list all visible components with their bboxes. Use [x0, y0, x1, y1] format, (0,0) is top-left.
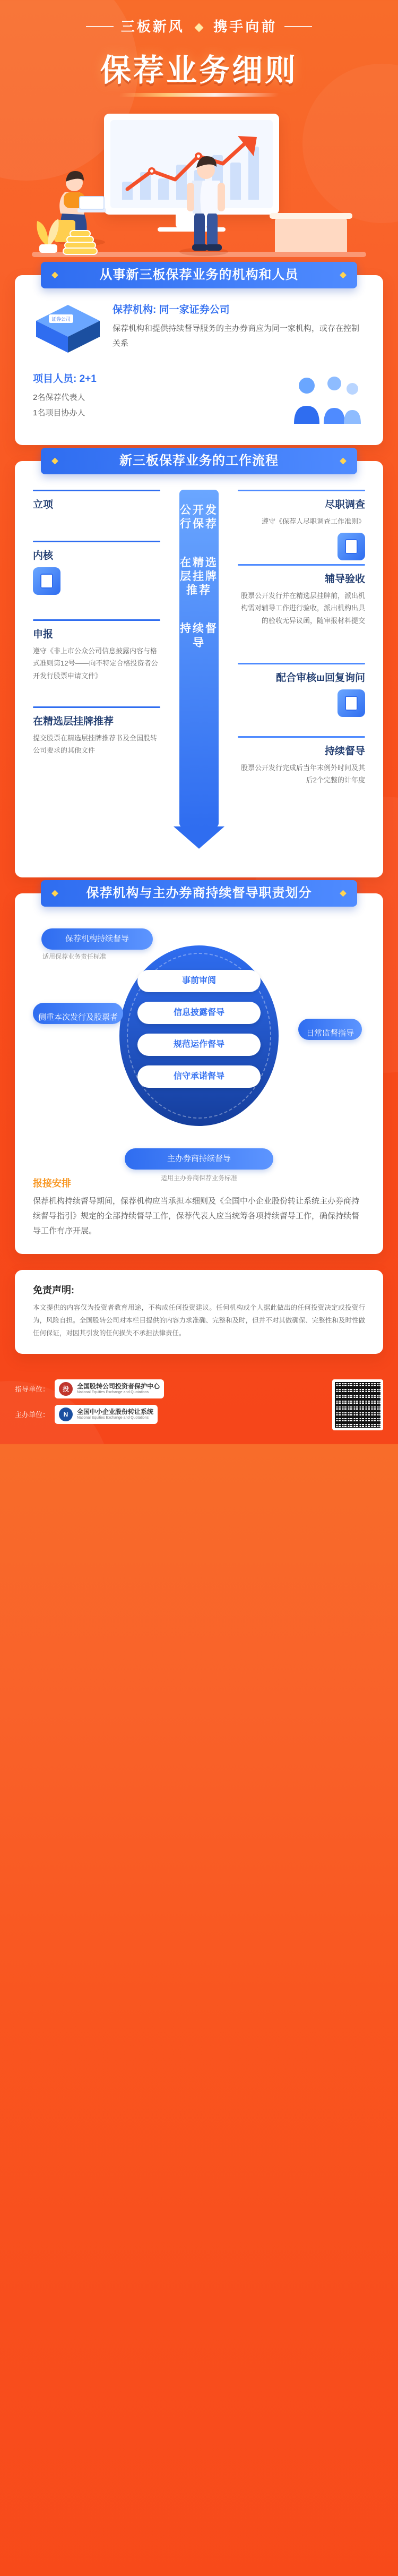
person-standing: [171, 151, 240, 257]
section-disclaimer: [0, 1270, 398, 1353]
neeq-logo-icon: N: [59, 1408, 73, 1421]
note-block: [33, 1176, 365, 1238]
node-rule: [238, 663, 365, 664]
hero-illustration: [0, 100, 398, 275]
section1-row-2: [33, 371, 365, 429]
section-institutions: [0, 268, 398, 445]
qr-code[interactable]: [332, 1379, 383, 1430]
section3-title: 保荐机构与主办券商持续督导职责划分: [41, 880, 358, 907]
header-kicker: [121, 14, 278, 38]
securities-company-building-icon: [33, 302, 103, 357]
header: [0, 0, 398, 97]
footer-label-guide: 指导单位：: [15, 1385, 50, 1393]
workflow-node-continuous-supervision: [238, 736, 365, 787]
node-rule: [33, 490, 160, 491]
workflow-node-review-reply: [238, 663, 365, 717]
qr-code-pattern: [335, 1382, 380, 1428]
workflow-node-coaching-check: [238, 564, 365, 627]
document-icon: [338, 533, 365, 560]
plant-graphic: [30, 195, 67, 254]
footer-logo-1: [55, 1379, 164, 1398]
footer-org2-en: National Equities Exchange and Quotations: [77, 1415, 149, 1420]
node-body: 股票公开发行并在精选层挂牌前，派出机构需对辅导工作进行验收，派出机构出具的验收无异议函，随审报材料提交: [240, 592, 365, 625]
card-workflow: [15, 454, 383, 877]
workflow-node-liXiang: [33, 490, 160, 515]
duty-pill: 信息披露督导: [137, 1002, 261, 1024]
section1-block2-line1: 2名保荐代表人: [33, 393, 85, 402]
section3-body: [15, 923, 383, 1254]
spine-label-2: 在精选层挂牌推荐: [180, 556, 218, 596]
section1-block1-head: 保荐机构: 同一家证券公司: [113, 304, 230, 315]
workflow-node-recommend: [33, 706, 160, 757]
tag-sponsor-supervision-sub: 适用保荐业务责任标准: [42, 953, 107, 960]
node-rule: [33, 619, 160, 621]
spine-label-3: 持续督导: [180, 622, 218, 649]
node-rule: [33, 541, 160, 542]
card-institutions: [15, 268, 383, 445]
disclaimer-body: [15, 1270, 383, 1353]
node-title: 在精选层挂牌推荐: [33, 716, 114, 727]
kicker-right-text: 携手向前: [213, 19, 278, 35]
spine-label-1: 公开发行保荐: [180, 504, 218, 531]
node-body: 提交股票在精选层挂牌推荐书及全国股转公司要求的其他文件: [33, 734, 158, 755]
section1-row-1: [33, 302, 365, 357]
note-text: 保荐机构持续督导期间，保荐机构应当承担本细则及《全国中小企业股份转让系统主办券商持续督导指引》规定的全部持续督导工作，保荐代表人应当统筹各项持续督导工作，确保持续督导工作有序开展。: [33, 1197, 360, 1235]
kicker-left-text: 三板新风: [120, 19, 185, 35]
document-icon: [338, 689, 365, 717]
section1-title: 从事新三板保荐业务的机构和人员: [41, 262, 358, 288]
node-title: 辅导验收: [324, 574, 365, 585]
footer-row-host: [15, 1405, 323, 1424]
tag-issue-focus: 侧重本次发行及股票者关注的问题: [33, 1003, 123, 1024]
node-title: 持续督导: [324, 746, 365, 757]
title-underline: [119, 93, 280, 97]
footer-row-guide: [15, 1379, 323, 1398]
workflow-node-duediligence: [238, 490, 365, 560]
footer-org1-cn: 全国股转公司投资者保护中心: [77, 1382, 160, 1390]
desk-graphic: [275, 218, 347, 252]
section-workflow: [0, 454, 398, 877]
node-title: 尽职调查: [324, 499, 365, 510]
node-title: 内核: [33, 550, 54, 561]
diamond-icon: [195, 23, 204, 32]
section1-body: [15, 302, 383, 445]
footer-label-host: 主办单位：: [15, 1411, 50, 1419]
duty-pill: 信守承诺督导: [137, 1065, 261, 1088]
node-rule: [238, 564, 365, 566]
note-title: 报接安排: [33, 1178, 71, 1189]
workflow-diagram: [33, 490, 365, 861]
section-duty-split: [0, 886, 398, 1254]
workflow-node-shenBao: [33, 619, 160, 682]
node-rule: [238, 736, 365, 738]
workflow-spine-labels: [179, 504, 219, 650]
node-body: 遵守《非上市公众公司信息披露内容与格式准则第12号——向不特定合格投资者公开发行股票申请文件》: [33, 647, 158, 680]
node-title: 立项: [33, 499, 54, 510]
workflow-node-neiHe: [33, 541, 160, 595]
investor-protection-icon: 投: [59, 1382, 73, 1396]
section2-body: [15, 490, 383, 877]
node-title: 配合审核ш回复询问: [276, 672, 365, 684]
footer: [0, 1370, 398, 1444]
node-body: 遵守《保荐人尽职调查工作准则》: [261, 517, 365, 525]
footer-org2-cn: 全国中小企业股份转让系统: [77, 1408, 154, 1415]
tag-broker-supervision-text: 主办券商持续督导: [167, 1154, 231, 1163]
node-rule: [238, 490, 365, 491]
footer-org1-en: National Equities Exchange and Quotations: [77, 1390, 149, 1394]
tag-sponsor-supervision: [41, 928, 153, 950]
node-rule: [33, 706, 160, 708]
section1-block1-text: 保荐机构和提供持续督导服务的主办券商应为同一家机构，或存在控制关系: [113, 324, 360, 348]
section1-block2-head: 项目人员: 2+1: [33, 373, 97, 385]
tag-broker-supervision-sub: 适用主办券商保荐业务标准: [160, 1174, 238, 1182]
cube-label-text: 证券公司: [51, 317, 71, 322]
disclaimer-title: 免责声明:: [33, 1285, 74, 1296]
document-icon: [33, 567, 60, 595]
duty-pill-list: [137, 970, 261, 1097]
duty-pill: 规范运作督导: [137, 1034, 261, 1056]
coin-stack-graphic: [63, 232, 98, 255]
page-title: 保荐业务细则: [100, 53, 298, 88]
duty-diagram: [33, 923, 365, 1182]
card-disclaimer: [15, 1270, 383, 1353]
section1-block2-line2: 1名项目协办人: [33, 408, 85, 417]
section2-title: 新三板保荐业务的工作流程: [41, 448, 358, 474]
node-body: 股票公开发行完成后当年末例外时间及其后2个完整的计年度: [240, 764, 365, 784]
tag-sponsor-supervision-text: 保荐机构持续督导: [65, 934, 129, 943]
duty-pill: 事前审阅: [137, 970, 261, 992]
tag-broker-supervision: [125, 1148, 273, 1170]
card-duty-split: [15, 886, 383, 1254]
node-title: 申报: [33, 629, 54, 640]
disclaimer-text: 本文提供的内容仅为投资者教育用途，不构成任何投资建议。任何机构或个人据此做出的任何投资决定或投资行为，风险自担。全国股转公司对本栏目提供的内容力求准确、完整和及时，但并不对其做确保、完整性和及时性做任何保证，对因其引发的任何损失不承担法律责任。: [33, 1304, 365, 1337]
tag-daily-supervision: 日常监督指导: [298, 1019, 362, 1040]
team-people-icon: [285, 371, 365, 429]
footer-logo-2: [55, 1405, 158, 1424]
